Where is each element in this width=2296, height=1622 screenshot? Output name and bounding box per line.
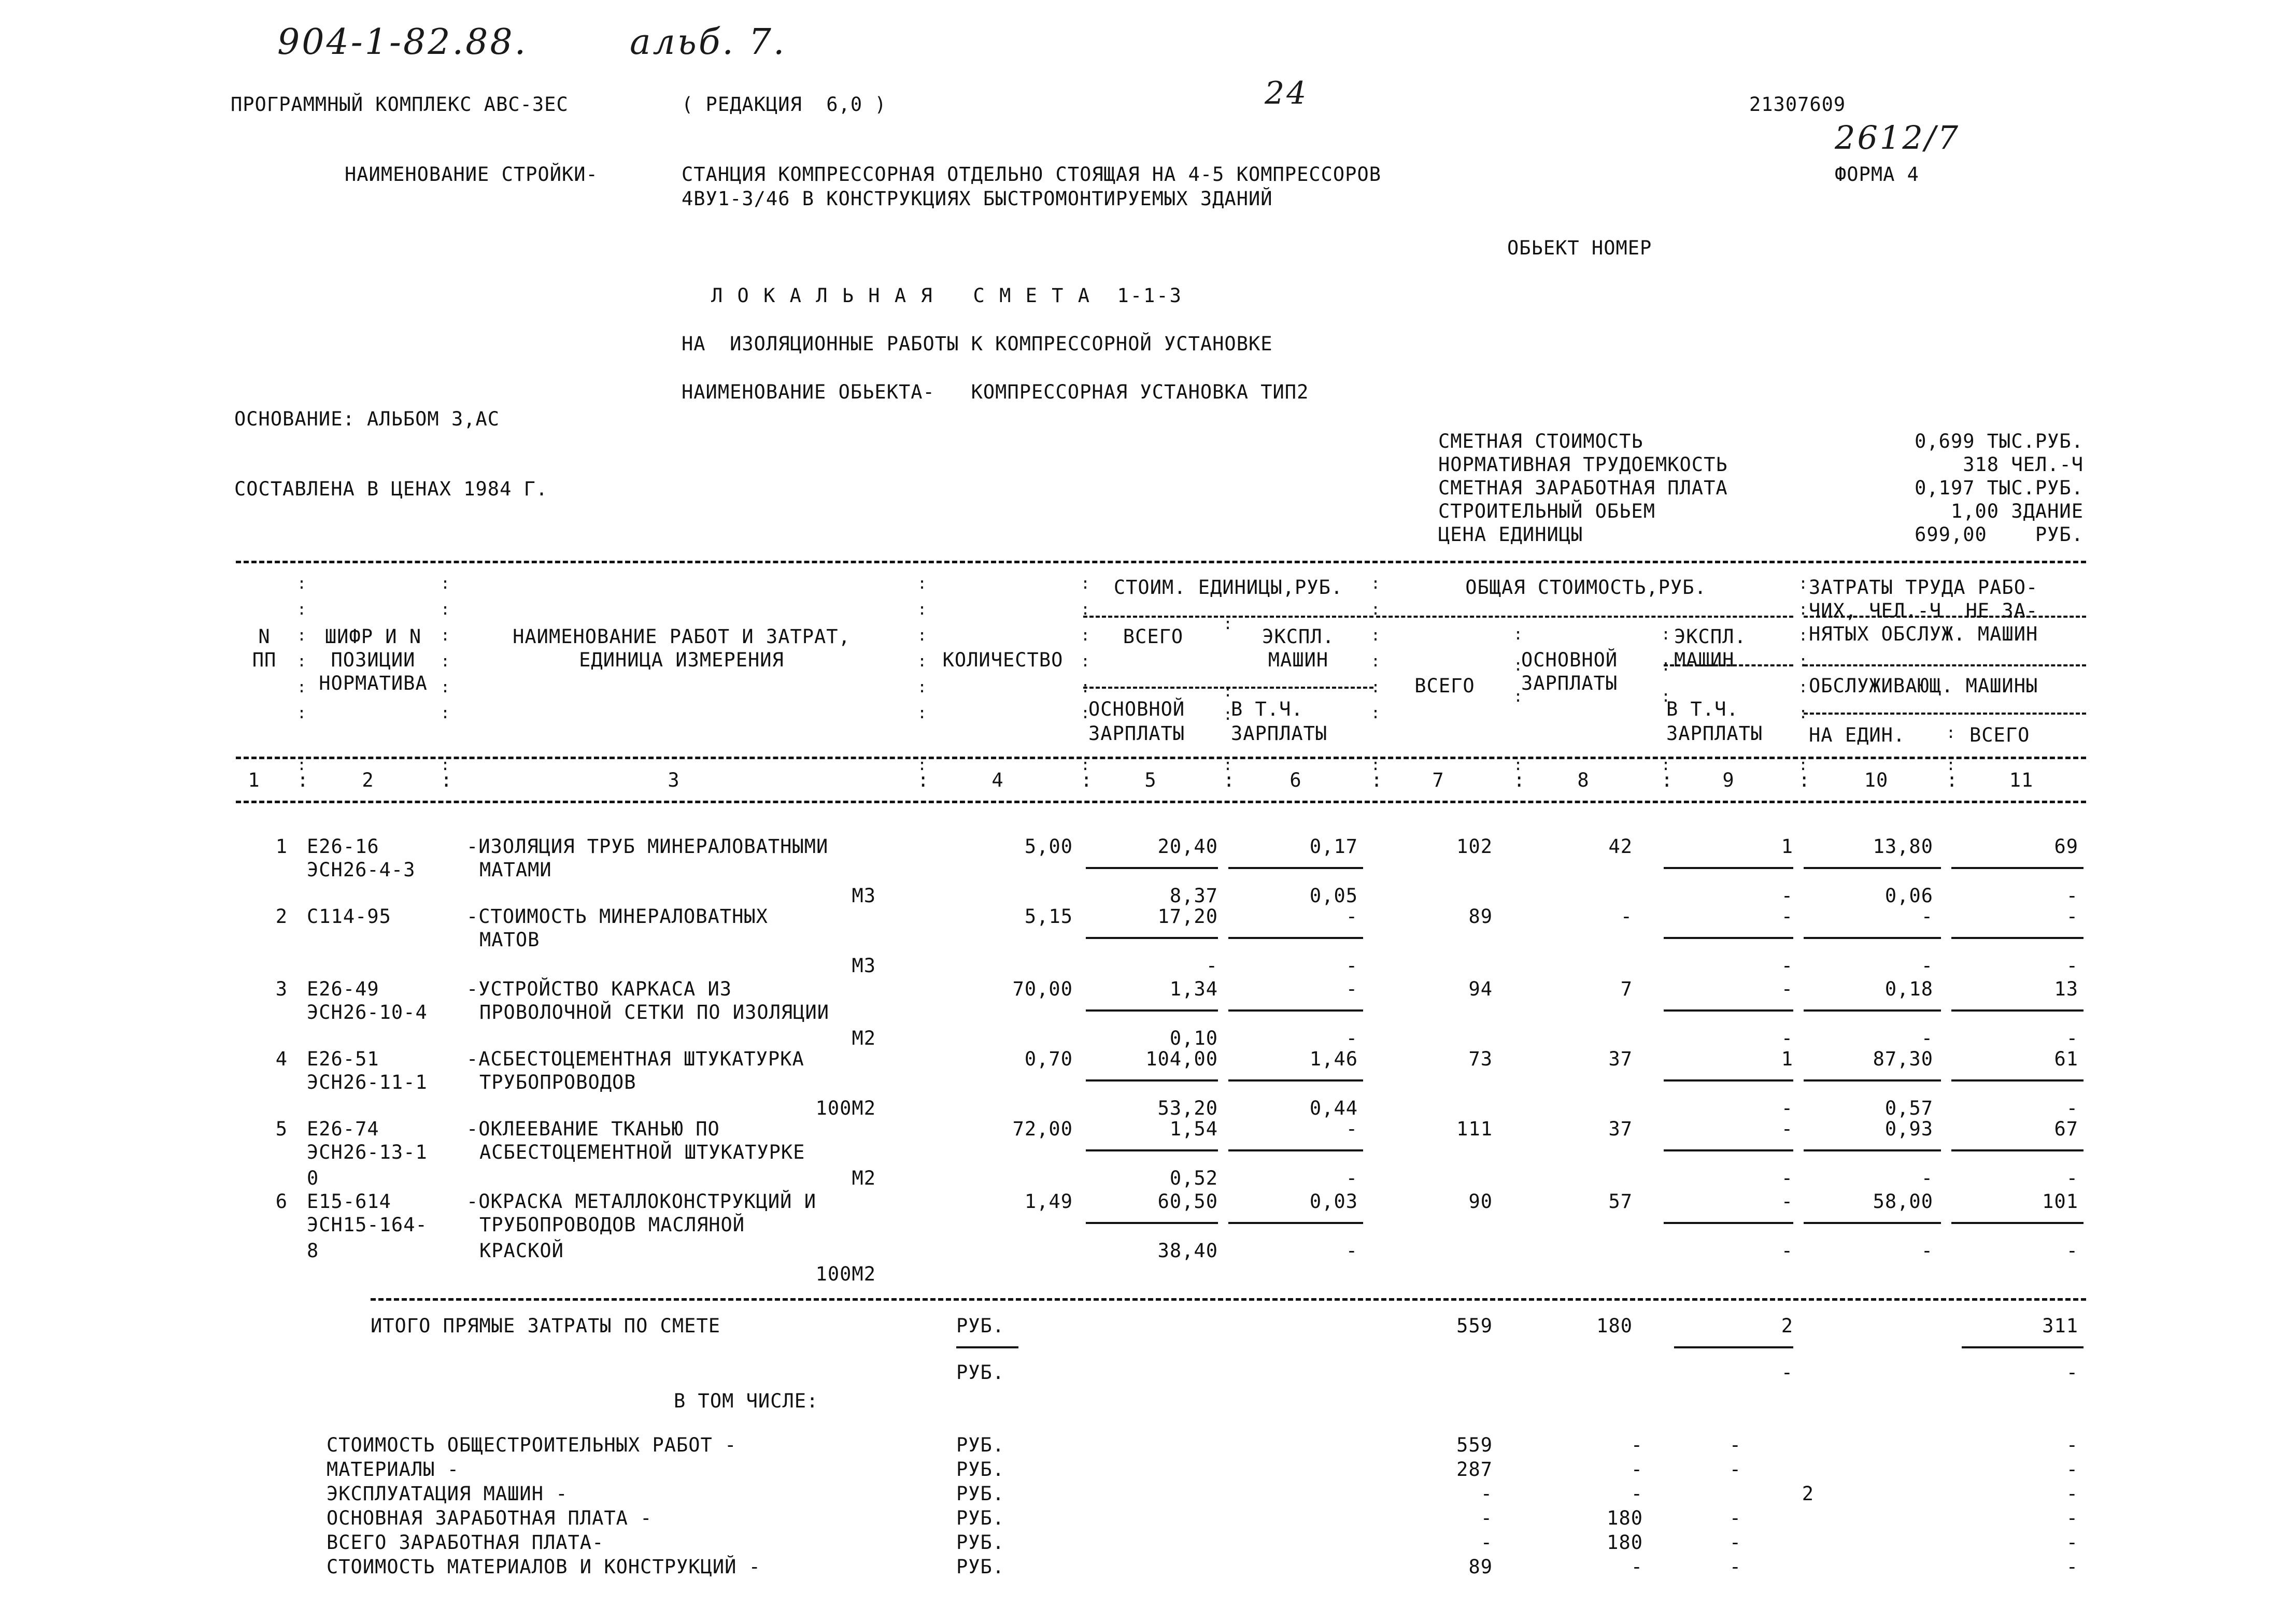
breakdown-label: ЭКСПЛУАТАЦИЯ МАШИН - [327,1483,568,1505]
totals-currency: РУБ. [956,1315,1005,1337]
breakdown-base-wage: - [1631,1556,1643,1578]
row-labor-service-unit: - [1921,955,1933,977]
row-unit-machines: 0,03 [1309,1190,1358,1213]
breakdown-labor: - [2066,1507,2078,1529]
row-unit: М2 [852,1027,876,1049]
row-name: ПРОВОЛОЧНОЙ СЕТКИ ПО ИЗОЛЯЦИИ [479,1001,830,1023]
row-underline [1951,937,2084,939]
column-separator: : [1513,769,1526,791]
row-code: ЭСН15-164- [307,1214,428,1236]
header-unit-incl-wage: В Т.Ч. [1231,698,1303,720]
row-code: 0 [307,1167,319,1189]
column-number: 1 [248,769,260,791]
document-subtitle: НА ИЗОЛЯЦИОННЫЕ РАБОТЫ К КОМПРЕССОРНОЙ УСТАНОВКЕ [682,333,1273,355]
header-col1: N [258,625,271,648]
row-name: -СТОИМОСТЬ МИНЕРАЛОВАТНЫХ [466,905,768,928]
row-unit-base-wage: 0,10 [1169,1027,1218,1049]
row-name: КРАСКОЙ [479,1240,564,1262]
row-unit-total: 17,20 [1157,905,1218,928]
header-total-cost: ОБЩАЯ СТОИМОСТЬ,РУБ. [1465,576,1707,599]
breakdown-machines: - [1729,1531,1741,1554]
column-number: 5 [1144,769,1157,791]
row-underline [1951,1009,2084,1012]
column-number: 4 [991,769,1004,791]
row-underline [1228,867,1363,869]
column-number-rule [236,801,2086,803]
breakdown-currency: РУБ. [956,1434,1005,1456]
row-unit-incl-wage: - [1345,955,1358,977]
row-underline [1804,1149,1941,1151]
header-unit-base-wage: ОСНОВНОЙ [1088,698,1185,720]
column-separator: : [1946,769,1959,791]
row-underline [1664,1222,1793,1224]
column-number: 9 [1722,769,1735,791]
handwritten-album: альб. 7. [630,22,787,63]
row-labor-total: 61 [2054,1048,2078,1070]
row-total: 90 [1468,1190,1493,1213]
row-name: -АСБЕСТОЦЕМЕНТНАЯ ШТУКАТУРКА [466,1048,804,1070]
edition: ( РЕДАКЦИЯ 6,0 ) [682,93,887,116]
row-underline [1951,1222,2084,1224]
row-labor-unit: 58,00 [1873,1190,1933,1213]
row-unit-base-wage: 38,40 [1157,1240,1218,1262]
totals-label: ИТОГО ПРЯМЫЕ ЗАТРАТЫ ПО СМЕТЕ [371,1315,721,1337]
header-col3: НАИМЕНОВАНИЕ РАБОТ И ЗАТРАТ, [513,625,851,648]
row-base-wage: 37 [1608,1048,1633,1070]
row-unit-total: 20,40 [1157,835,1218,858]
row-labor-service-total: - [2066,1027,2078,1049]
summary-label: ЦЕНА ЕДИНИЦЫ [1438,523,1583,546]
prices-year: СОСТАВЛЕНА В ЦЕНАХ 1984 Г. [234,478,548,500]
summary-label: СТРОИТЕЛЬНЫЙ ОБЬЕМ [1438,500,1655,522]
row-quantity: 5,15 [1024,905,1073,928]
row-underline [1664,1009,1793,1012]
handwritten-sheet-code: 2612/7 [1835,119,1961,156]
program-name: ПРОГРАММНЫЙ КОМПЛЕКС АВС-3ЕС [231,93,569,116]
header-total-all: ВСЕГО [1414,675,1475,697]
breakdown-label: СТОИМОСТЬ МАТЕРИАЛОВ И КОНСТРУКЦИЙ - [327,1556,761,1578]
row-unit-machines: - [1345,1118,1358,1140]
row-labor-service-unit: 0,06 [1884,885,1933,907]
handwritten-page-number: 24 [1265,75,1309,111]
header-unit-cost: СТОИМ. ЕДИНИЦЫ,РУБ. [1113,576,1343,599]
row-name: ТРУБОПРОВОДОВ [479,1071,636,1093]
row-base-wage: 37 [1608,1118,1633,1140]
row-code: Е26-74 [307,1118,379,1140]
row-unit-base-wage: 8,37 [1169,885,1218,907]
header-labor-service: ОБСЛУЖИВАЮЩ. МАШИНЫ [1809,675,2038,697]
document-title: Л О К А Л Ь Н А Я С М Е Т А 1-1-3 [711,284,1183,307]
row-labor-service-unit: - [1921,1027,1933,1049]
column-number: 2 [362,769,374,791]
breakdown-labor: - [2066,1483,2078,1505]
breakdown-machines-value: 2 [1802,1483,1814,1505]
row-machines-wage: - [1781,955,1793,977]
row-machines: 1 [1781,835,1793,858]
summary-label: НОРМАТИВНАЯ ТРУДОЕМКОСТЬ [1438,453,1728,476]
totals-underline [956,1346,1018,1348]
column-number: 3 [668,769,680,791]
row-total: 111 [1456,1118,1493,1140]
header-labor-total: ВСЕГО [1969,724,2030,746]
object-number: ОБЬЕКТ НОМЕР [1507,237,1652,259]
table-top-rule [236,561,2086,563]
totals-total: 559 [1456,1315,1493,1337]
row-labor-unit: 0,93 [1884,1118,1933,1140]
row-number: 6 [275,1190,288,1213]
totals-base-wage: 180 [1596,1315,1633,1337]
row-name: МАТОВ [479,929,540,951]
header-total-incl-wage: ЗАРПЛАТЫ [1666,722,1763,745]
object-name: НАИМЕНОВАНИЕ ОБЬЕКТА- КОМПРЕССОРНАЯ УСТАНОВКА ТИП2 [682,381,1309,403]
totals-underline [1962,1346,2084,1348]
header-total-base-wage: ОСНОВНОЙ [1521,649,1618,671]
breakdown-currency: РУБ. [956,1531,1005,1554]
breakdown-machines: - [1729,1556,1741,1578]
totals-machines: 2 [1781,1315,1793,1337]
header-bottom-rule [236,757,2086,759]
column-separator: : [1223,769,1236,791]
header-unit-machines: ЭКСПЛ. [1262,625,1335,648]
totals-labor-2: - [2066,1361,2078,1384]
row-underline [1804,1222,1941,1224]
summary-value: 0,699 ТЫС.РУБ. [1915,430,2084,452]
row-code: ЭСН26-11-1 [307,1071,428,1093]
header-col2: НОРМАТИВА [319,672,428,694]
row-quantity: 70,00 [1012,978,1073,1000]
breakdown-labor: - [2066,1458,2078,1481]
breakdown-labor: - [2066,1531,2078,1554]
row-base-wage: 42 [1608,835,1633,858]
column-separator: : [1798,769,1811,791]
row-labor-total: 67 [2054,1118,2078,1140]
breakdown-label: МАТЕРИАЛЫ - [327,1458,460,1481]
column-number: 6 [1289,769,1302,791]
row-code: ЭСН26-13-1 [307,1141,428,1163]
row-quantity: 72,00 [1012,1118,1073,1140]
row-code: ЭСН26-10-4 [307,1001,428,1023]
row-number: 3 [275,978,288,1000]
row-total: 89 [1468,905,1493,928]
header-labor-unit: НА ЕДИН. [1809,724,1906,746]
row-total: 73 [1468,1048,1493,1070]
totals-underline [1674,1346,1793,1348]
breakdown-label: СТОИМОСТЬ ОБЩЕСТРОИТЕЛЬНЫХ РАБОТ - [327,1434,737,1456]
breakdown-machines: - [1729,1458,1741,1481]
breakdown-currency: РУБ. [956,1556,1005,1578]
handwritten-project-code: 904-1-82.88. [277,22,528,63]
row-machines-wage: - [1781,1167,1793,1189]
row-number: 2 [275,905,288,928]
row-machines-wage: - [1781,885,1793,907]
column-separator: : [1661,769,1674,791]
row-quantity: 1,49 [1024,1190,1073,1213]
breakdown-machines: - [1729,1507,1741,1529]
row-underline [1086,937,1218,939]
row-machines: - [1781,1118,1793,1140]
row-quantity: 5,00 [1024,835,1073,858]
row-unit: М3 [852,955,876,977]
breakdown-machines: - [1729,1434,1741,1456]
row-unit-total: 60,50 [1157,1190,1218,1213]
header-inner-rule [1083,616,1373,618]
row-underline [1086,1149,1218,1151]
summary-label: СМЕТНАЯ СТОИМОСТЬ [1438,430,1643,452]
row-underline [1086,1079,1218,1082]
row-unit-machines: 0,17 [1309,835,1358,858]
header-inner-rule [1664,664,1793,666]
doc-code: 21307609 [1749,93,1846,116]
row-unit-incl-wage: - [1345,1167,1358,1189]
row-underline [1951,867,2084,869]
header-labor: НЯТЫХ ОБСЛУЖ. МАШИН [1809,623,2038,645]
row-base-wage: 57 [1608,1190,1633,1213]
row-unit-total: 1,54 [1169,1118,1218,1140]
row-machines: - [1781,905,1793,928]
row-labor-unit: - [1921,905,1933,928]
row-machines-wage: - [1781,1240,1793,1262]
row-underline [1228,1222,1363,1224]
header-col1: ПП [252,649,277,671]
row-unit: М3 [852,885,876,907]
header-labor: ЧИХ, ЧЕЛ.-Ч НЕ ЗА- [1809,600,2038,622]
row-unit-base-wage: - [1206,955,1218,977]
row-unit-machines: - [1345,905,1358,928]
row-unit-base-wage: 0,52 [1169,1167,1218,1189]
header-unit-machines: МАШИН [1268,649,1329,671]
row-underline [1804,1079,1941,1082]
column-separator: : [1081,769,1093,791]
breakdown-total: 287 [1456,1458,1493,1481]
row-machines-wage: - [1781,1027,1793,1049]
row-total: 94 [1468,978,1493,1000]
row-name: -ОКРАСКА МЕТАЛЛОКОНСТРУКЦИЙ И [466,1190,817,1213]
row-name: ТРУБОПРОВОДОВ МАСЛЯНОЙ [479,1214,745,1236]
column-number: 8 [1577,769,1590,791]
row-base-wage: - [1620,905,1633,928]
row-name: АСБЕСТОЦЕМЕНТНОЙ ШТУКАТУРКЕ [479,1141,805,1163]
breakdown-label: ВСЕГО ЗАРАБОТНАЯ ПЛАТА- [327,1531,604,1554]
breakdown-total: - [1480,1507,1493,1529]
row-labor-total: - [2066,905,2078,928]
row-unit-total: 1,34 [1169,978,1218,1000]
summary-value: 318 ЧЕЛ.-Ч [1963,453,2084,476]
row-code: ЭСН26-4-3 [307,859,416,881]
breakdown-base-wage: - [1631,1483,1643,1505]
row-labor-service-total: - [2066,1097,2078,1119]
row-labor-service-total: - [2066,1240,2078,1262]
row-machines: 1 [1781,1048,1793,1070]
row-labor-service-unit: - [1921,1167,1933,1189]
row-number: 5 [275,1118,288,1140]
breakdown-labor: - [2066,1556,2078,1578]
column-separator: : [441,769,453,791]
row-unit-total: 104,00 [1145,1048,1218,1070]
breakdown-base-wage: 180 [1607,1531,1643,1554]
row-code: С114-95 [307,905,391,928]
breakdown-labor: - [2066,1434,2078,1456]
breakdown-total: 559 [1456,1434,1493,1456]
row-quantity: 0,70 [1024,1048,1073,1070]
header-unit-base-wage: ЗАРПЛАТЫ [1088,722,1185,745]
column-separator: : [1371,769,1383,791]
breakdown-currency: РУБ. [956,1458,1005,1481]
header-total-incl-wage: В Т.Ч. [1666,698,1739,720]
row-labor-unit: 87,30 [1873,1048,1933,1070]
header-inner-rule [1083,687,1373,689]
header-total-base-wage: ЗАРПЛАТЫ [1521,672,1618,694]
header-unit-total: ВСЕГО [1123,625,1184,648]
row-underline [1664,1149,1793,1151]
row-unit-incl-wage: - [1345,1240,1358,1262]
row-code: Е15-614 [307,1190,391,1213]
row-underline [1951,1079,2084,1082]
row-underline [1228,1009,1363,1012]
row-unit-machines: - [1345,978,1358,1000]
row-labor-total: 13 [2054,978,2078,1000]
row-code: Е26-49 [307,978,379,1000]
column-number: 7 [1432,769,1444,791]
row-underline [1664,867,1793,869]
header-inner-rule [1804,713,2086,715]
row-unit: 100М2 [815,1097,876,1119]
breakdown-currency: РУБ. [956,1483,1005,1505]
header-col2: ШИФР И N [324,625,422,648]
row-underline [1951,1149,2084,1151]
header-col2: ПОЗИЦИИ [331,649,416,671]
row-machines: - [1781,978,1793,1000]
row-name: -ИЗОЛЯЦИЯ ТРУБ МИНЕРАЛОВАТНЫМИ [466,835,829,858]
row-unit-base-wage: 53,20 [1157,1097,1218,1119]
including-label: В ТОМ ЧИСЛЕ: [674,1390,819,1412]
construction-line-2: 4ВУ1-3/46 В КОНСТРУКЦИЯХ БЫСТРОМОНТИРУЕМЫХ ЗДАНИЙ [682,188,1273,210]
row-labor-total: 101 [2042,1190,2078,1213]
construction-label: НАИМЕНОВАНИЕ СТРОЙКИ- [345,163,598,186]
form-number: ФОРМА 4 [1835,163,1919,186]
breakdown-label: ОСНОВНАЯ ЗАРАБОТНАЯ ПЛАТА - [327,1507,653,1529]
totals-top-rule [371,1298,2086,1301]
header-inner-rule [1804,616,2086,618]
breakdown-total: 89 [1468,1556,1493,1578]
row-code: 8 [307,1240,319,1262]
header-col4: КОЛИЧЕСТВО [942,649,1064,671]
row-underline [1228,1079,1363,1082]
row-underline [1086,1222,1218,1224]
column-number: 11 [2009,769,2034,791]
row-total: 102 [1456,835,1493,858]
breakdown-currency: РУБ. [956,1507,1005,1529]
column-number: 10 [1864,769,1889,791]
row-underline [1664,937,1793,939]
totals-currency-2: РУБ. [956,1361,1005,1384]
row-underline [1228,937,1363,939]
totals-labor: 311 [2042,1315,2078,1337]
row-machines-wage: - [1781,1097,1793,1119]
header-col3: ЕДИНИЦА ИЗМЕРЕНИЯ [579,649,784,671]
row-labor-service-unit: 0,57 [1884,1097,1933,1119]
header-total-machines: ЭКСПЛ. [1674,625,1747,648]
summary-label: СМЕТНАЯ ЗАРАБОТНАЯ ПЛАТА [1438,477,1728,499]
summary-value: 0,197 ТЫС.РУБ. [1915,477,2084,499]
construction-line-1: СТАНЦИЯ КОМПРЕССОРНАЯ ОТДЕЛЬНО СТОЯЩАЯ НА 4-5 КОМПРЕССОРОВ [682,163,1382,186]
header-total-machines: МАШИН [1674,649,1735,671]
summary-value: 699,00 РУБ. [1915,523,2084,546]
row-unit: М2 [852,1167,876,1189]
row-number: 1 [275,835,288,858]
row-labor-service-total: - [2066,955,2078,977]
header-inner-rule [1376,616,1793,618]
column-separator: : [917,769,930,791]
column-separator: : [297,769,309,791]
breakdown-base-wage: - [1631,1458,1643,1481]
header-labor: ЗАТРАТЫ ТРУДА РАБО- [1809,576,2038,599]
row-unit-incl-wage: - [1345,1027,1358,1049]
row-unit-machines: 1,46 [1309,1048,1358,1070]
breakdown-base-wage: - [1631,1434,1643,1456]
row-code: Е26-51 [307,1048,379,1070]
row-machines: - [1781,1190,1793,1213]
row-name: МАТАМИ [479,859,552,881]
breakdown-total: - [1480,1483,1493,1505]
row-number: 4 [275,1048,288,1070]
row-underline [1086,1009,1218,1012]
row-labor-unit: 13,80 [1873,835,1933,858]
row-labor-total: 69 [2054,835,2078,858]
row-code: Е26-16 [307,835,379,858]
row-base-wage: 7 [1620,978,1633,1000]
row-unit-incl-wage: 0,05 [1309,885,1358,907]
basis: ОСНОВАНИЕ: АЛЬБОМ 3,АС [234,408,500,430]
header-inner-rule [1804,664,2086,666]
row-underline [1804,867,1941,869]
row-underline [1804,1009,1941,1012]
row-unit-incl-wage: 0,44 [1309,1097,1358,1119]
summary-value: 1,00 ЗДАНИЕ [1950,500,2084,522]
breakdown-total: - [1480,1531,1493,1554]
row-unit: 100М2 [815,1263,876,1285]
row-underline [1228,1149,1363,1151]
row-underline [1804,937,1941,939]
row-labor-service-total: - [2066,1167,2078,1189]
row-labor-service-total: - [2066,885,2078,907]
row-name: -ОКЛЕЕВАНИЕ ТКАНЬЮ ПО [466,1118,720,1140]
row-underline [1664,1079,1793,1082]
breakdown-base-wage: 180 [1607,1507,1643,1529]
row-labor-service-unit: - [1921,1240,1933,1262]
totals-machines-wage: - [1781,1361,1793,1384]
row-underline [1086,867,1218,869]
row-name: -УСТРОЙСТВО КАРКАСА ИЗ [466,978,732,1000]
header-unit-incl-wage: ЗАРПЛАТЫ [1231,722,1328,745]
row-labor-unit: 0,18 [1884,978,1933,1000]
